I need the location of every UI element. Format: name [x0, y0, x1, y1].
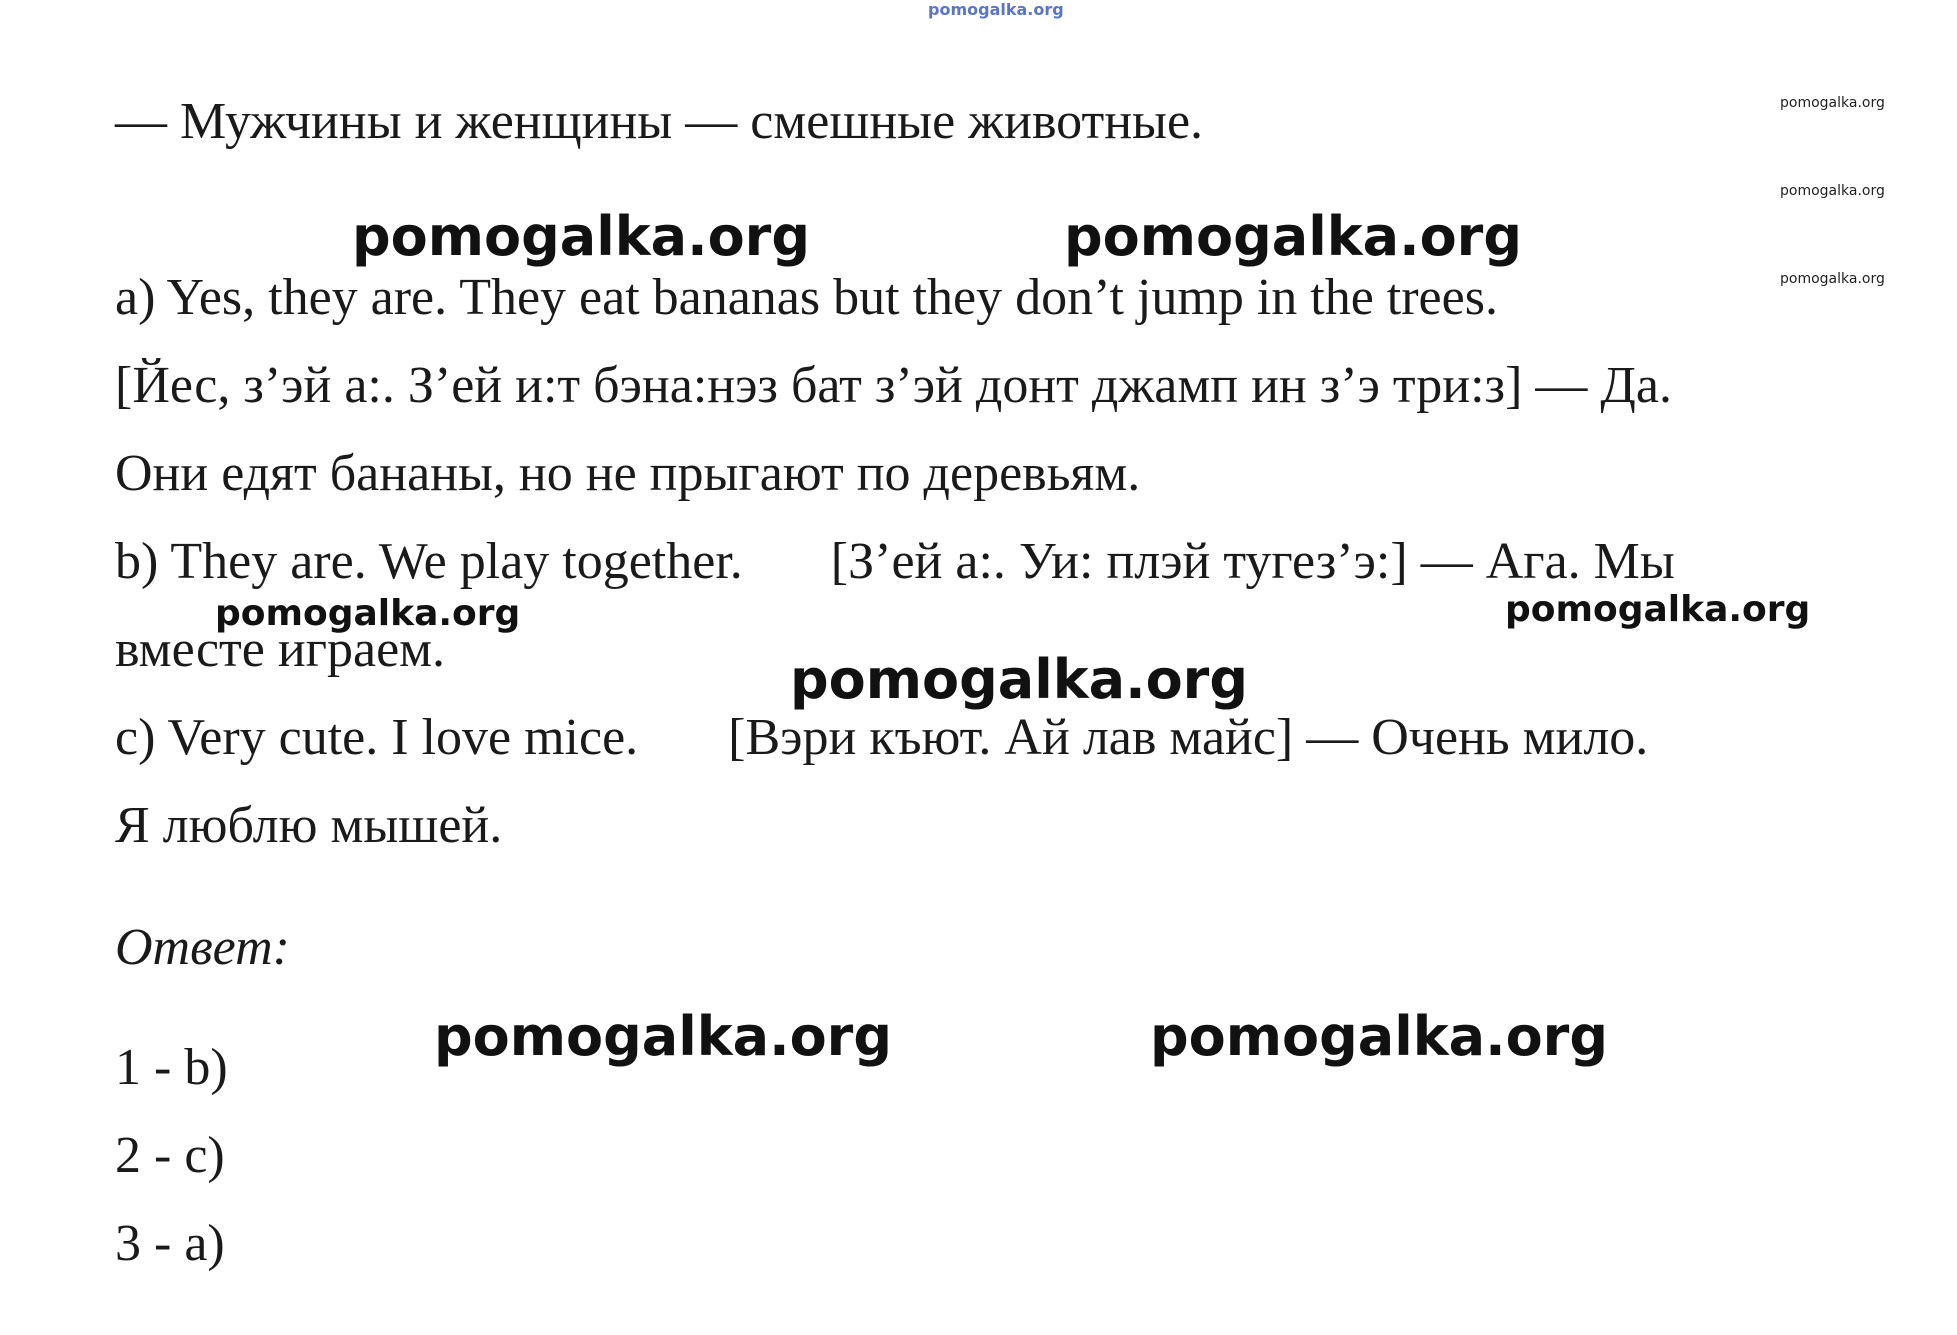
answer-a-transcription: [Йес, з’эй а:. З’ей и:т бэна:нэз бат з’эй донт джамп ин з’э три:з] — Да.	[115, 357, 1672, 414]
answer-item: 1 - b)	[115, 1039, 228, 1096]
watermark-top: pomogalka.org	[928, 0, 1064, 19]
intro-line: — Мужчины и женщины — смешные животные.	[115, 93, 1204, 150]
watermark-medium: pomogalka.org	[1505, 589, 1811, 630]
answer-b-line	[115, 533, 1675, 590]
answer-c-russian: Я люблю мышей.	[115, 797, 503, 854]
answer-label: Ответ:	[115, 919, 290, 976]
answer-a-english: a) Yes, they are. They eat bananas but they don’t jump in the trees.	[115, 269, 1498, 326]
watermark-large: pomogalka.org	[434, 1005, 892, 1068]
answer-a-russian: Они едят бананы, но не прыгают по деревьям.	[115, 445, 1141, 502]
watermark-large: pomogalka.org	[790, 648, 1248, 711]
watermark-large: pomogalka.org	[1150, 1005, 1608, 1068]
answer-item: 2 - c)	[115, 1127, 225, 1184]
answer-c-transcription: [Вэри къют. Ай лав майс] — Очень мило.	[728, 709, 1649, 766]
watermark-small: pomogalka.org	[1780, 95, 1885, 111]
answer-item: 3 - a)	[115, 1215, 225, 1272]
watermark-large: pomogalka.org	[1064, 205, 1522, 268]
answer-c-line	[115, 709, 1649, 766]
watermark-small: pomogalka.org	[1780, 183, 1885, 199]
watermark-small: pomogalka.org	[1780, 271, 1885, 287]
answer-b-english: b) They are. We play together.	[115, 533, 743, 590]
watermark-medium: pomogalka.org	[215, 593, 521, 634]
answer-c-english: c) Very cute. I love mice.	[115, 709, 639, 766]
answer-b-russian: вместе играем.	[115, 621, 446, 678]
answer-b-transcription: [З’ей а:. Уи: плэй тугез’э:] — Ага. Мы	[830, 533, 1675, 590]
watermark-large: pomogalka.org	[352, 205, 810, 268]
